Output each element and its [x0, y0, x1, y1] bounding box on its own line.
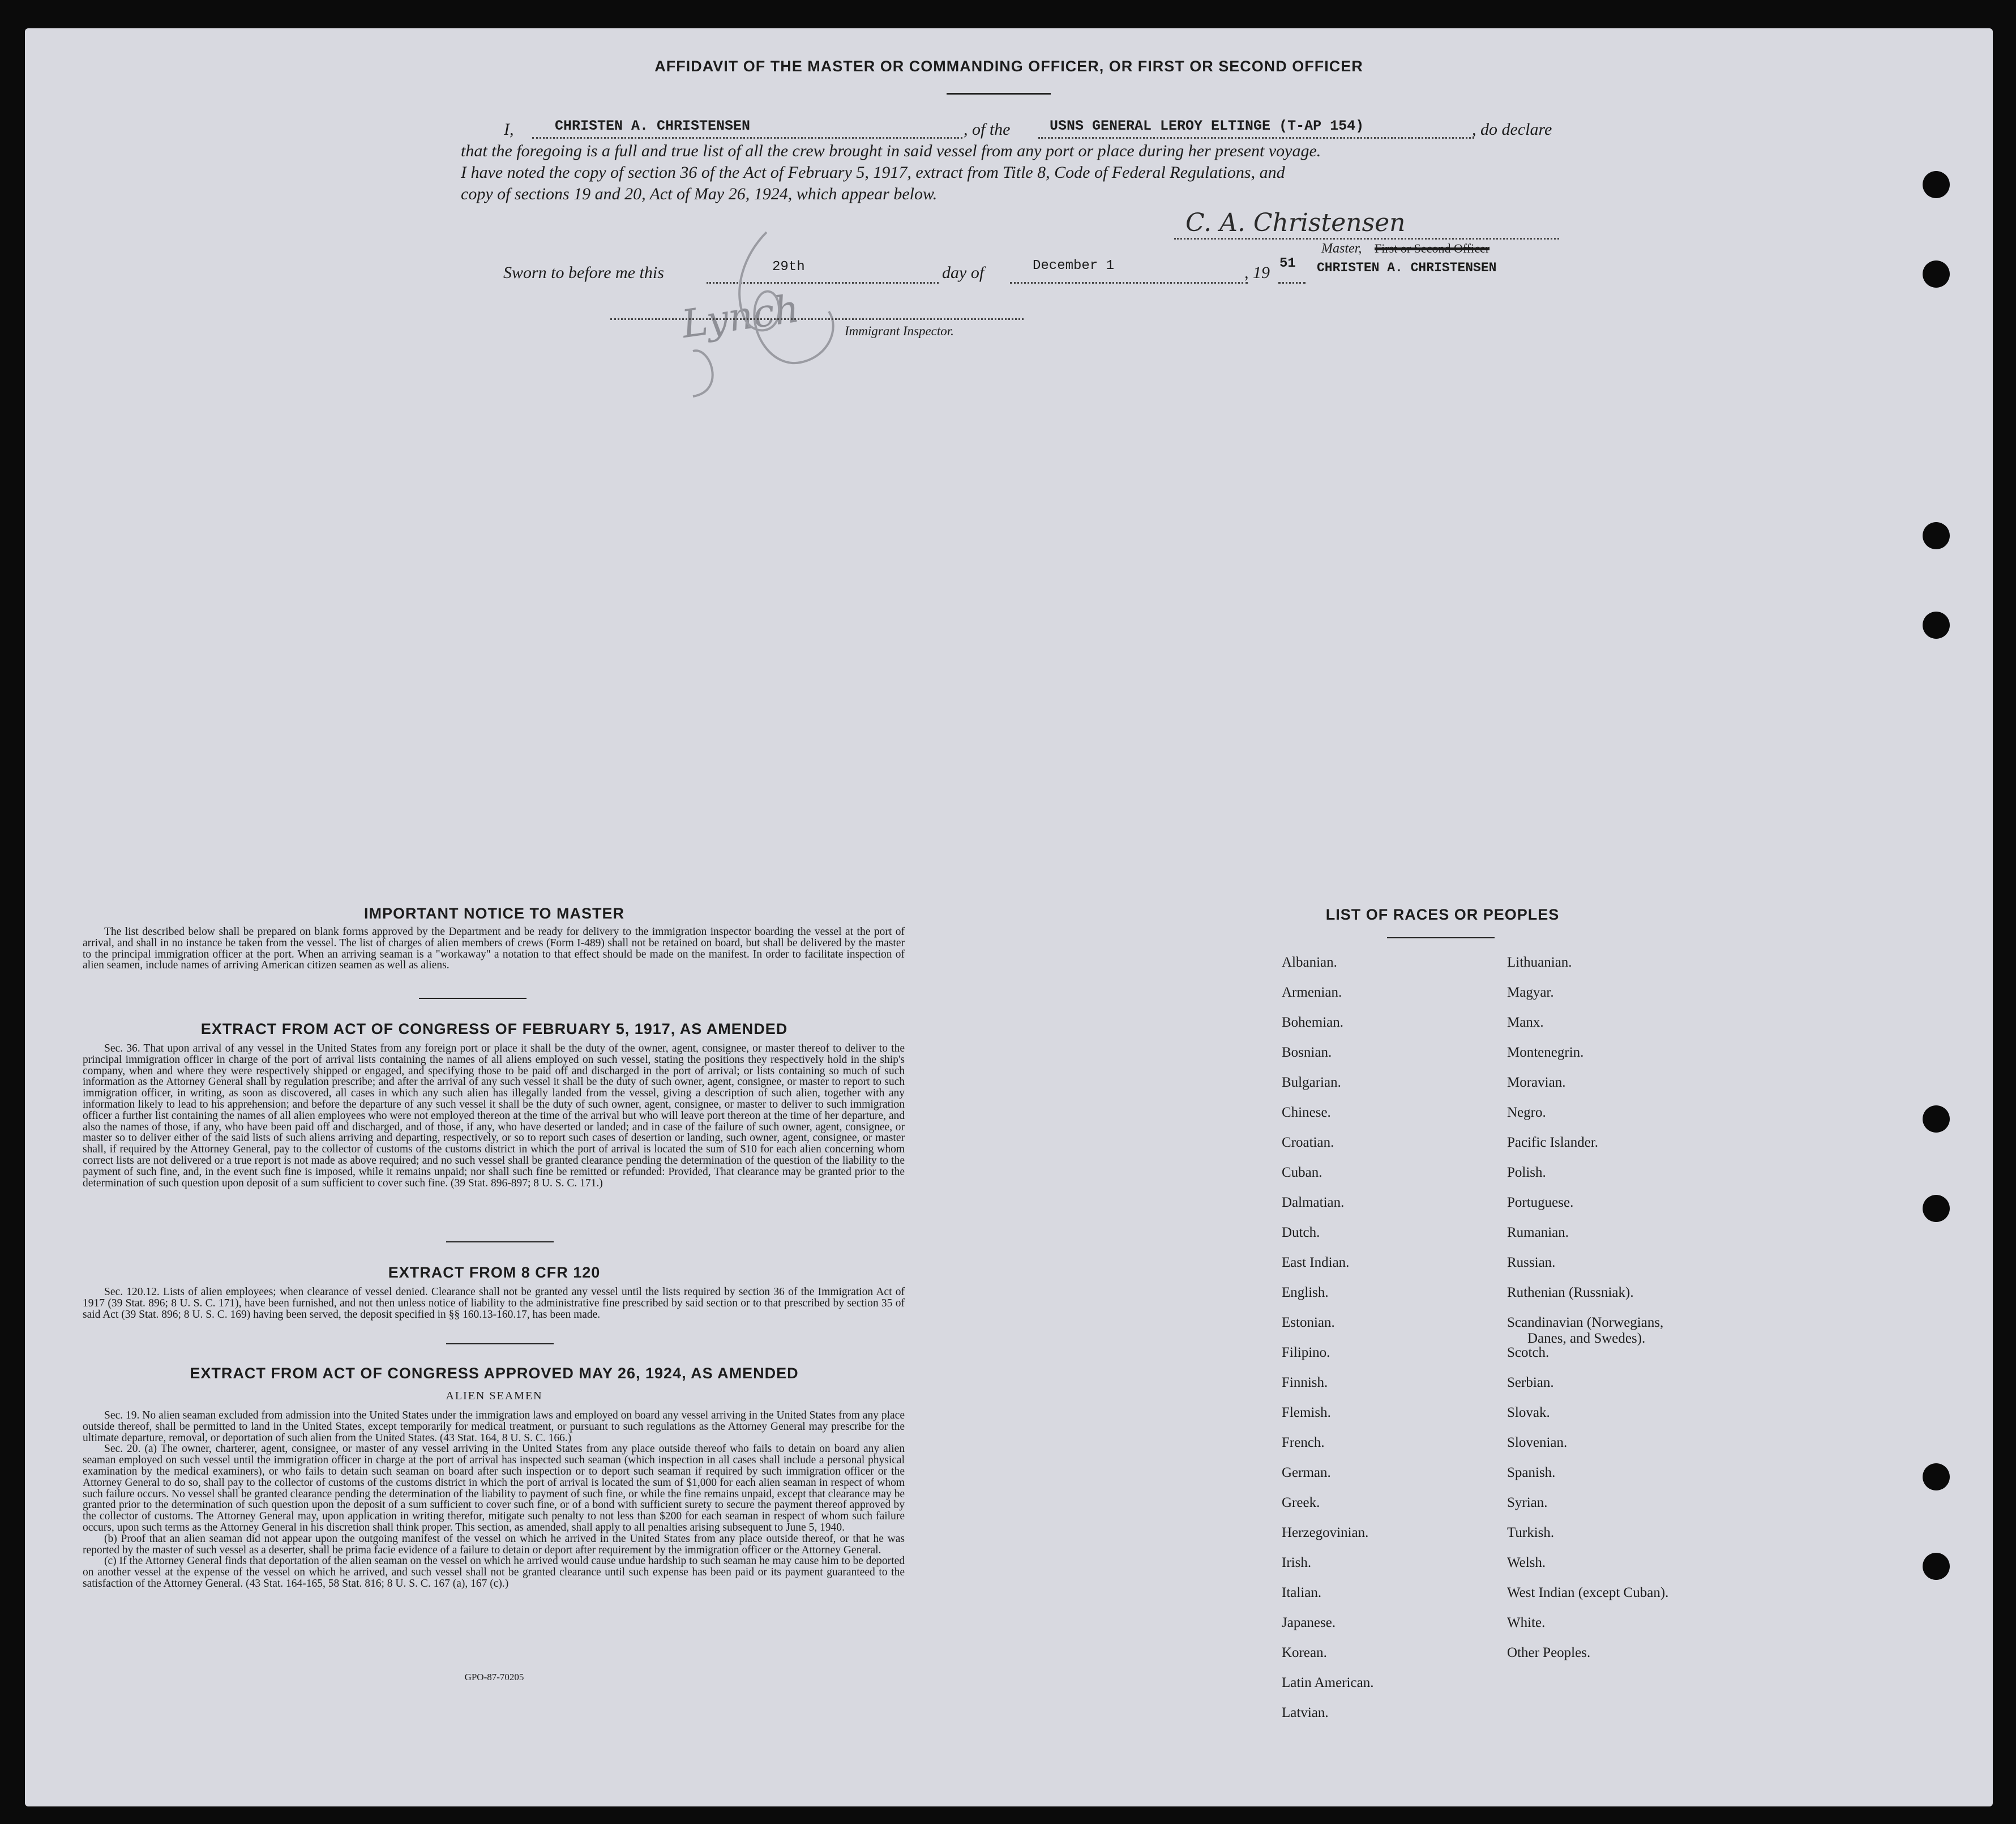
races-heading: LIST OF RACES OR PEOPLES: [1325, 906, 1560, 923]
do-declare-label: , do declare: [1472, 120, 1552, 139]
race-item: Russian.: [1507, 1255, 1556, 1270]
inspector-signature-flourish: [659, 221, 863, 413]
race-item: Japanese.: [1282, 1615, 1336, 1630]
race-item: Portuguese.: [1507, 1195, 1574, 1210]
race-item: Montenegrin.: [1507, 1045, 1584, 1060]
race-item: Croatian.: [1282, 1135, 1334, 1150]
race-item: French.: [1282, 1435, 1325, 1450]
sworn-day: 29th: [772, 259, 805, 275]
extract-1917-heading: EXTRACT FROM ACT OF CONGRESS OF FEBRUARY 5, 1917, AS AMENDED: [200, 1020, 788, 1037]
race-item: Latvian.: [1282, 1705, 1329, 1720]
notice-heading: IMPORTANT NOTICE TO MASTER: [364, 905, 624, 922]
race-item: Turkish.: [1507, 1525, 1555, 1540]
race-item: Bosnian.: [1282, 1045, 1332, 1060]
race-item: Scotch.: [1507, 1345, 1550, 1360]
punch-hole: [1923, 1553, 1950, 1580]
race-item: Albanian.: [1282, 955, 1337, 970]
sworn-month: December 1: [1033, 258, 1115, 274]
race-item: Rumanian.: [1507, 1225, 1569, 1240]
punch-hole: [1923, 1195, 1950, 1222]
race-item: Flemish.: [1282, 1405, 1331, 1420]
inspector-label: Immigrant Inspector.: [845, 324, 954, 338]
race-item: Other Peoples.: [1507, 1645, 1591, 1660]
name-line: [532, 137, 962, 139]
master-label: Master,: [1321, 241, 1362, 256]
master-name-typed: CHRISTEN A. CHRISTENSEN: [555, 118, 751, 134]
race-item: Scandinavian (Norwegians,: [1507, 1315, 1664, 1330]
extract-8cfr-heading: EXTRACT FROM 8 CFR 120: [388, 1264, 601, 1281]
race-item: Manx.: [1507, 1015, 1544, 1030]
section-20a-text: Sec. 20. (a) The owner, charterer, agent, consignee, or master of any vessel arriving in the United States from any place outside thereof who fails to detain on board any alien seaman employed on such vessel until the immigration officer in charge at the port of arrival has inspected such seaman (which inspection in all cases shall include a personal physical examination by the medical examiners), or who fails to detain such seaman on board after such inspection or to deport such seaman if required by such immigration officer or the Attorney General to do so, shall pay to the collector of customs of the customs district in which the port of arrival is located the sum of $1,000 for each alien seaman in respect of whom such failure occurs. No vessel shall be granted clearance pending the determination of the liability to payment of such fine, or while the fine remains unpaid, except that clearance may be granted prior to the determination of such question upon the deposit of a sum sufficient to cover such fine, or of a bond with sufficient surety to secure the payment thereof approved by the collector of customs. The Attorney General may, upon application in writing therefor, mitigate such penalty to not less than $200 for each seaman in respect of whom such failure occurs, upon such terms as the Attorney General in his discretion shall think proper. This section, as amended, shall apply to all penalties arising subsequent to June 5, 1940.: [83, 1443, 905, 1533]
races-rule: [1387, 937, 1495, 938]
day-of-label: day of: [942, 263, 985, 282]
extract-1924-heading: EXTRACT FROM ACT OF CONGRESS APPROVED MAY 26, 1924, AS AMENDED: [190, 1365, 799, 1382]
race-item: Chinese.: [1282, 1105, 1331, 1120]
race-item: East Indian.: [1282, 1255, 1350, 1270]
extract-1917-rule: [446, 1241, 554, 1242]
affidavit-title: AFFIDAVIT OF THE MASTER OR COMMANDING OFFICER, OR FIRST OR SECOND OFFICER: [654, 58, 1363, 75]
pronoun-i: I,: [504, 120, 514, 139]
race-item: Lithuanian.: [1507, 955, 1572, 970]
race-item: Slovenian.: [1507, 1435, 1568, 1450]
section-120-12-text: Sec. 120.12. Lists of alien employees; when clearance of vessel denied. Clearance shall not be granted any vessel until the lists required by section 36 of the Immigration Act of 1917 (39 Stat. 896; 8 U. S. C. 171), have been furnished, and not then unless notice of liability to the administrative fine prescribed by said section or to that prescribed by section 35 of said Act (39 Stat. 896; 8 U. S. C. 169) having been served, the deposit specified in §§ 160.13-160.17, has been made.: [83, 1286, 905, 1321]
year-prefix: , 19: [1244, 263, 1270, 282]
section-36-text: Sec. 36. That upon arrival of any vessel in the United States from any foreign port or place it shall be the duty of the owner, agent, consignee, or master thereof to deliver to the principal immigration officer in charge of the port of arrival lists containing the names of all aliens employed on such vessel, stating the positions they respectively hold in the ship's company, when and where they were respectively shipped or engaged, and specifying those to be paid off and discharged in the port of arrival; or lists containing so much of such information as the Attorney General shall by regulation prescribe; and after the arrival of any such vessel it shall be the duty of such owner, agent, consignee, or master to report to such immigration officer, in writing, as soon as discovered, all cases in which any such alien has illegally landed from the vessel, giving a description of such alien, together with any information likely to lead to his apprehension; and before the departure of any such vessel it shall be the duty of such owner, agent, consignee, or master to deliver to such immigration officer a further list containing the names of all alien employees who were not employed thereon at the time of the arrival but who will leave port thereon at the time of her departure, and also the names of those, if any, who have been paid off and discharged, and of those, if any, who have deserted or landed; and in case of the failure of such owner, agent, consignee, or master so to deliver either of the said lists of such aliens arriving and departing, respectively, or so to report such cases of desertion or landing, such owner, agent, consignee, or master shall, if required by the Attorney General, pay to the collector of customs of the customs district in which the port of arrival is located the sum of $10 for each alien concerning whom correct lists are not delivered or a true report is not made as above required; and no such vessel shall be granted clearance pending the determination of the question of the liability to the payment of such fine, and, in the event such fine is imposed, while it remains unpaid; nor shall such fine be remitted or refunded: Provided, That clearance may be granted prior to the determination of such question upon deposit of a sum sufficient to cover such fine. (39 Stat. 896-897; 8 U. S. C. 171.): [83, 1043, 905, 1189]
vessel-line: [1038, 137, 1474, 139]
punch-hole: [1923, 1105, 1950, 1133]
sworn-year: 51: [1279, 256, 1296, 271]
race-item: Greek.: [1282, 1495, 1320, 1510]
form-sheet: [25, 28, 1993, 1806]
race-item: Herzegovinian.: [1282, 1525, 1369, 1540]
notice-rule: [419, 998, 527, 999]
race-item: Italian.: [1282, 1585, 1322, 1600]
master-signature-line: [1174, 238, 1559, 240]
race-item: Ruthenian (Russniak).: [1507, 1285, 1634, 1300]
punch-hole: [1923, 1463, 1950, 1490]
race-item: Latin American.: [1282, 1675, 1374, 1690]
extract-1924-body: [83, 1410, 905, 1590]
master-signature: C. A. Christensen: [1185, 208, 1406, 237]
race-item: Finnish.: [1282, 1375, 1328, 1390]
section-20c-text: (c) If the Attorney General finds that deportation of the alien seaman on the vessel on which he arrived would cause undue hardship to such seaman he may cause him to be deported on another vessel at the expense of the vessel on which he arrived, and such vessel shall not be granted clearance until such expense has been paid or its payment guaranteed to the satisfaction of the Attorney General. (43 Stat. 164-165, 58 Stat. 816; 8 U. S. C. 167 (a), 167 (c).): [83, 1555, 905, 1590]
notice-text: The list described below shall be prepared on blank forms approved by the Department and be ready for delivery to the immigration inspector boarding the vessel at the port of arrival, and shall in no instance be taken from the vessel. The list of charges of alien members of crews (Form I-489) shall not be retained on board, but shall be delivered by the master to the principal immigration officer at the port. When an arriving seaman is a "workaway" a notation to that effect should be made on the manifest. In order to facilitate inspection of alien seamen, include names of arriving American citizen seamen as well as aliens.: [83, 926, 905, 972]
inspector-signature: Lynch: [679, 286, 802, 348]
master-name-under-signature: CHRISTEN A. CHRISTENSEN: [1317, 260, 1497, 275]
alien-seamen-subheading: ALIEN SEAMEN: [446, 1390, 543, 1402]
vessel-name-typed: USNS GENERAL LEROY ELTINGE (T-AP 154): [1050, 118, 1364, 134]
punch-hole: [1923, 260, 1950, 288]
race-item: Spanish.: [1507, 1465, 1556, 1480]
race-item: Moravian.: [1507, 1075, 1566, 1090]
race-item: Magyar.: [1507, 985, 1554, 1000]
declaration-line-4: copy of sections 19 and 20, Act of May 26, 1924, which appear below.: [461, 185, 938, 203]
month-line: [1010, 282, 1248, 284]
race-item: Danes, and Swedes).: [1527, 1331, 1646, 1346]
race-item: Pacific Islander.: [1507, 1135, 1599, 1150]
race-item: Irish.: [1282, 1555, 1312, 1570]
race-item: Bulgarian.: [1282, 1075, 1341, 1090]
officer-strikeout: First or Second Officer: [1375, 241, 1490, 255]
section-20b-text: (b) Proof that an alien seaman did not appear upon the outgoing manifest of the vessel on which he arrived in the United States from any place outside thereof, or that he was reported by the master of such vessel as a deserter, shall be prima facie evidence of a failure to detain or deport after requirement by the immigration officer or the Attorney General.: [83, 1532, 905, 1556]
race-item: White.: [1507, 1615, 1546, 1630]
race-item: Bohemian.: [1282, 1015, 1344, 1030]
extract-8cfr-body: [83, 1287, 905, 1320]
extract-1917-body: [83, 1043, 905, 1189]
sworn-label: Sworn to before me this: [503, 263, 664, 282]
race-item: Filipino.: [1282, 1345, 1330, 1360]
race-item: Estonian.: [1282, 1315, 1335, 1330]
title-rule: [947, 93, 1051, 95]
declaration-line-2: that the foregoing is a full and true list of all the crew brought in said vessel from any port or place during her present voyage.: [461, 142, 1321, 160]
declaration-line-3: I have noted the copy of section 36 of the Act of February 5, 1917, extract from Title 8, Code of Federal Regulations, and: [461, 163, 1285, 182]
section-19-text: Sec. 19. No alien seaman excluded from admission into the United States under the immigration laws and employed on board any vessel arriving in the United States from any place outside thereof, shall be permitted to land in the United States, except temporarily for medical treatment, or pursuant to such regulations as the Attorney General may prescribe for the ultimate departure, removal, or deportation of such alien from the United States. (43 Stat. 164, 8 U. S. C. 166.): [83, 1409, 905, 1444]
race-item: Welsh.: [1507, 1555, 1546, 1570]
race-item: Korean.: [1282, 1645, 1327, 1660]
of-the-label: , of the: [964, 120, 1011, 139]
race-item: English.: [1282, 1285, 1329, 1300]
punch-hole: [1923, 612, 1950, 639]
race-item: Serbian.: [1507, 1375, 1554, 1390]
race-item: Syrian.: [1507, 1495, 1548, 1510]
notice-body: [83, 926, 905, 971]
race-item: Polish.: [1507, 1165, 1546, 1180]
race-item: Slovak.: [1507, 1405, 1550, 1420]
race-item: Cuban.: [1282, 1165, 1322, 1180]
inspector-signature-line: [610, 318, 1024, 320]
race-item: Negro.: [1507, 1105, 1546, 1120]
punch-hole: [1923, 522, 1950, 549]
race-item: West Indian (except Cuban).: [1507, 1585, 1669, 1600]
extract-8cfr-rule: [446, 1343, 554, 1344]
race-item: Dutch.: [1282, 1225, 1320, 1240]
race-item: German.: [1282, 1465, 1331, 1480]
race-item: Armenian.: [1282, 985, 1342, 1000]
punch-hole: [1923, 171, 1950, 198]
gpo-number: GPO-87-70205: [464, 1672, 524, 1682]
race-item: Dalmatian.: [1282, 1195, 1345, 1210]
year-line: [1278, 282, 1306, 284]
